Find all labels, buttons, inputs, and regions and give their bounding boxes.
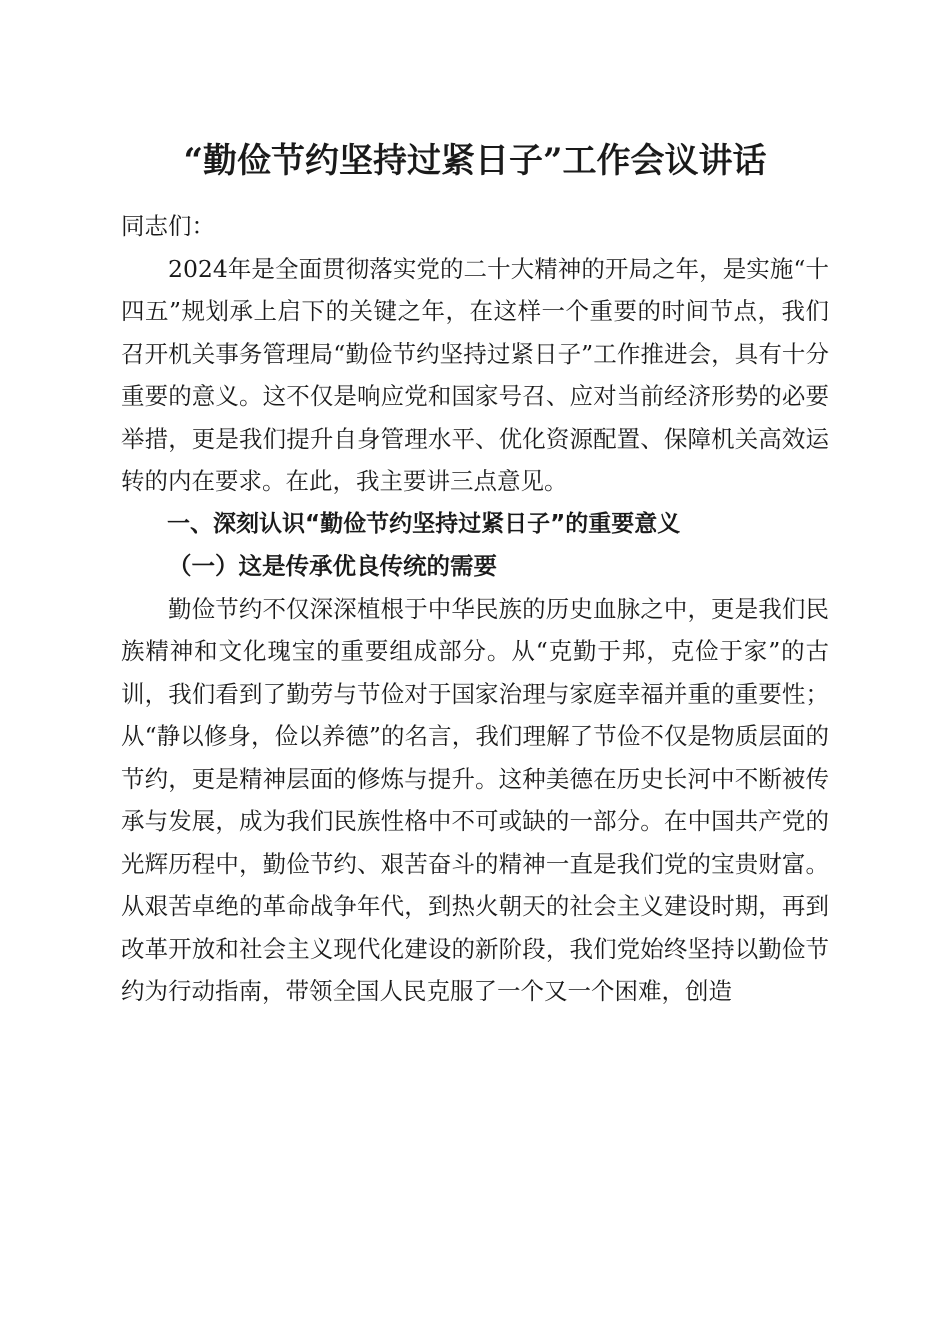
subsection-heading-1: （一）这是传承优良传统的需要 — [168, 552, 497, 580]
document-body — [121, 205, 829, 1013]
subsection-paragraph-1: 勤俭节约不仅深深植根于中华民族的历史血脉之中，更是我们民族精神和文化瑰宝的重要组成部分。从“克勤于邦，克俭于家”的古训，我们看到了勤劳与节俭对于国家治理与家庭幸福并重的重要性；从“静以修身，俭以养德”的名言，我们理解了节俭不仅是物质层面的节约，更是精神层面的修炼与提升。这种美德在历史长河中不断被传承与发展，成为我们民族性格中不可或缺的一部分。在中国共产党的光辉历程中，勤俭节约、艰苦奋斗的精神一直是我们党的宝贵财富。从艰苦卓绝的革命战争年代，到热火朝天的社会主义建设时期，再到改革开放和社会主义现代化建设的新阶段，我们党始终坚持以勤俭节约为行动指南，带领全国人民克服了一个又一个困难，创造 — [121, 594, 829, 1005]
section-heading-1: 一、深刻认识“勤俭节约坚持过紧日子”的重要意义 — [167, 510, 681, 537]
salutation: 同志们： — [121, 212, 215, 240]
document-title: “勤俭节约坚持过紧日子”工作会议讲话 — [183, 141, 767, 181]
intro-paragraph: 2024年是全面贯彻落实党的二十大精神的开局之年，是实施“十四五”规划承上启下的关键之年，在这样一个重要的时间节点，我们召开机关事务管理局“勤俭节约坚持过紧日子”工作推进会，具有十分重要的意义。这不仅是响应党和国家号召、应对当前经济形势的必要举措，更是我们提升自身管理水平、优化资源配置、保障机关高效运转的内在要求。在此，我主要讲三点意见。 — [121, 254, 829, 495]
